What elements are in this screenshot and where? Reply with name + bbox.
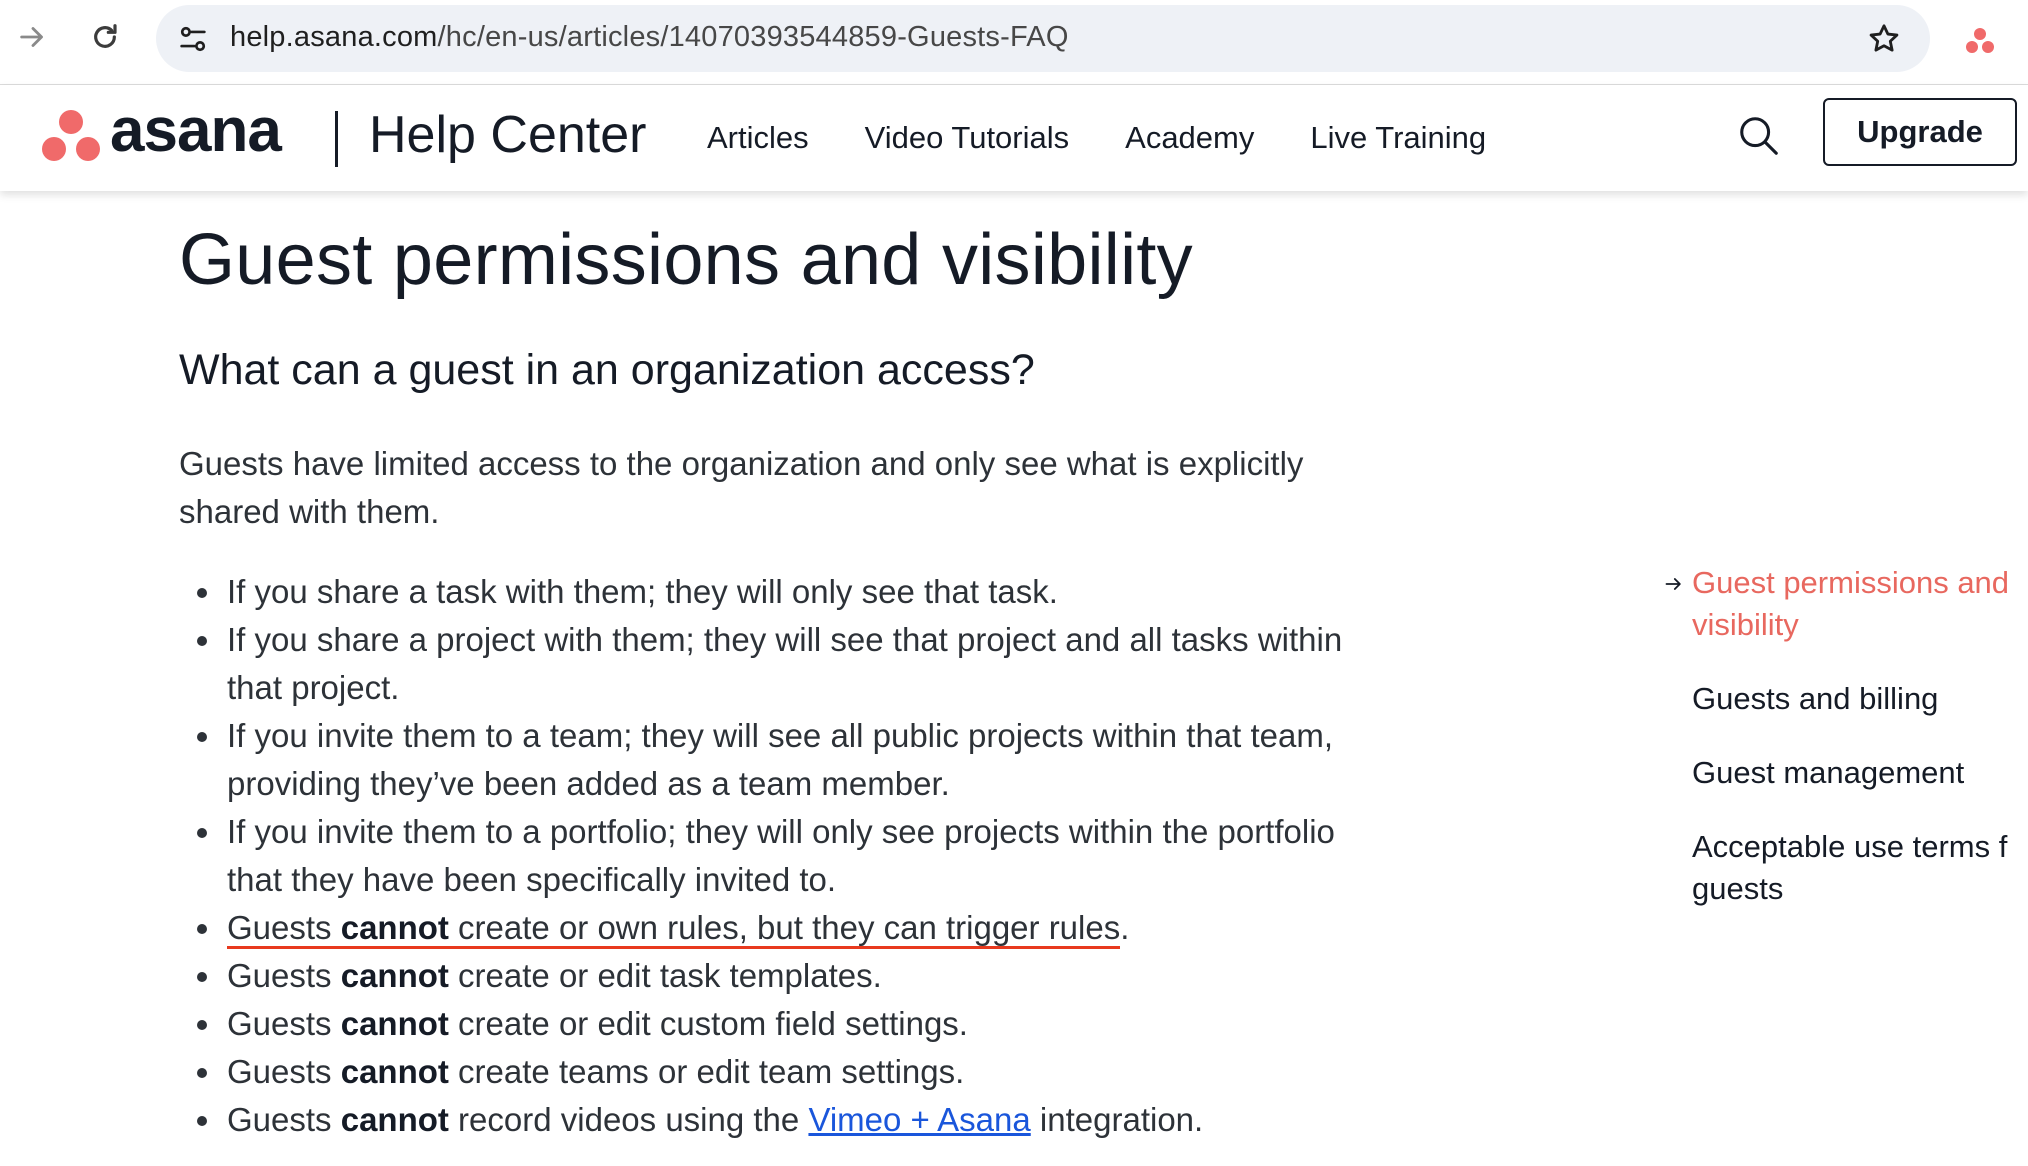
- list-item: [227, 808, 1527, 904]
- forward-icon[interactable]: [8, 12, 58, 62]
- asana-wordmark[interactable]: asana: [110, 96, 281, 165]
- main-nav: [707, 120, 1542, 156]
- rule-emphasis: cannot: [340, 957, 449, 994]
- page-title: Guest permissions and visibility: [179, 220, 1193, 300]
- list-item: [227, 712, 1527, 808]
- nav-articles[interactable]: Articles: [707, 120, 809, 155]
- intro-line-1: Guests have limited access to the organization and only see what is explicitly: [179, 445, 1304, 482]
- reload-icon[interactable]: [80, 12, 130, 62]
- site-header: [0, 85, 2028, 191]
- list-item: [227, 1096, 1527, 1144]
- list-item-text: If you invite them to a team; they will see all public projects within that team,: [227, 717, 1334, 754]
- article-content: [179, 210, 1479, 1138]
- rule-prefix: Guests: [227, 1005, 341, 1042]
- toc-text: Guest permissions and: [1692, 565, 2010, 600]
- toc-text: guests: [1692, 871, 1784, 906]
- rule-emphasis: cannot: [340, 909, 449, 946]
- section-heading: What can a guest in an organization access?: [179, 346, 1035, 394]
- rule-text: create or edit custom field settings.: [448, 1005, 968, 1042]
- list-item-highlighted: [227, 904, 1527, 952]
- profile-icon[interactable]: [1964, 26, 1996, 56]
- bookmark-star-icon[interactable]: [1866, 21, 1902, 57]
- bullet: [197, 924, 207, 934]
- rule-prefix: Guests: [227, 1053, 341, 1090]
- rule-text: integration.: [1030, 1101, 1204, 1138]
- site-settings-icon[interactable]: [176, 22, 210, 56]
- url-path: /hc/en-us/articles/14070393544859-Guests-FAQ: [437, 21, 1069, 53]
- help-center-title[interactable]: Help Center: [369, 106, 647, 164]
- access-list: [179, 568, 1527, 1144]
- address-bar[interactable]: [156, 5, 1930, 72]
- rule-prefix: Guests: [227, 1101, 341, 1138]
- rule-suffix: .: [1120, 909, 1130, 946]
- bullet: [197, 732, 207, 742]
- highlighted-rule: [227, 909, 1120, 949]
- rule-text: create teams or edit team settings.: [448, 1053, 965, 1090]
- rule-emphasis: cannot: [340, 1005, 449, 1042]
- bullet: [197, 828, 207, 838]
- list-item: [227, 568, 1527, 616]
- browser-toolbar: [0, 0, 2028, 84]
- url-text[interactable]: [230, 21, 1069, 54]
- toc-item-guest-permissions[interactable]: [1692, 562, 2009, 646]
- toc-text: Acceptable use terms f: [1692, 829, 2008, 864]
- list-item: [227, 952, 1527, 1000]
- list-item: [227, 1000, 1527, 1048]
- toc-item-guest-management[interactable]: Guest management: [1692, 755, 1965, 790]
- bullet: [197, 1116, 207, 1126]
- upgrade-button[interactable]: Upgrade: [1823, 98, 2017, 166]
- rule-emphasis: cannot: [340, 1101, 449, 1138]
- rule-text: create or own rules, but they can trigger rules: [448, 909, 1121, 946]
- bullet: [197, 636, 207, 646]
- list-item: [227, 616, 1527, 712]
- list-item-text: If you share a project with them; they will see that project and all tasks within: [227, 621, 1343, 658]
- asana-logo-icon[interactable]: [42, 109, 100, 163]
- toc-text: visibility: [1692, 607, 1799, 642]
- rule-text: create or edit task templates.: [448, 957, 882, 994]
- search-icon[interactable]: [1736, 113, 1782, 159]
- intro-line-2: shared with them.: [179, 493, 440, 530]
- list-item-text: providing they’ve been added as a team member.: [227, 765, 950, 802]
- url-host: help.asana.com: [230, 21, 438, 53]
- rule-text: record videos using the: [448, 1101, 809, 1138]
- list-item-text: that project.: [227, 669, 400, 706]
- nav-video-tutorials[interactable]: Video Tutorials: [864, 120, 1070, 155]
- list-item-text: that they have been specifically invited to.: [227, 861, 837, 898]
- table-of-contents: [1660, 562, 2028, 922]
- rule-prefix: Guests: [227, 957, 341, 994]
- bullet: [197, 972, 207, 982]
- list-item-text: If you invite them to a portfolio; they will only see projects within the portfolio: [227, 813, 1335, 850]
- toc-item-guests-billing[interactable]: Guests and billing: [1692, 681, 1939, 716]
- nav-live-training[interactable]: Live Training: [1310, 120, 1487, 155]
- list-item: [227, 1048, 1527, 1096]
- toc-item-acceptable-use[interactable]: [1692, 826, 2007, 910]
- bullet: [197, 1068, 207, 1078]
- list-item-text: If you share a task with them; they will only see that task.: [227, 573, 1058, 610]
- bullet: [197, 1020, 207, 1030]
- intro-paragraph: [179, 440, 1459, 536]
- rule-prefix: Guests: [227, 909, 341, 946]
- arrow-right-icon: [1664, 574, 1684, 594]
- rule-emphasis: cannot: [340, 1053, 449, 1090]
- logo-separator: [335, 111, 338, 167]
- nav-academy[interactable]: Academy: [1125, 120, 1255, 155]
- vimeo-asana-link[interactable]: Vimeo + Asana: [808, 1101, 1031, 1138]
- bullet: [197, 588, 207, 598]
